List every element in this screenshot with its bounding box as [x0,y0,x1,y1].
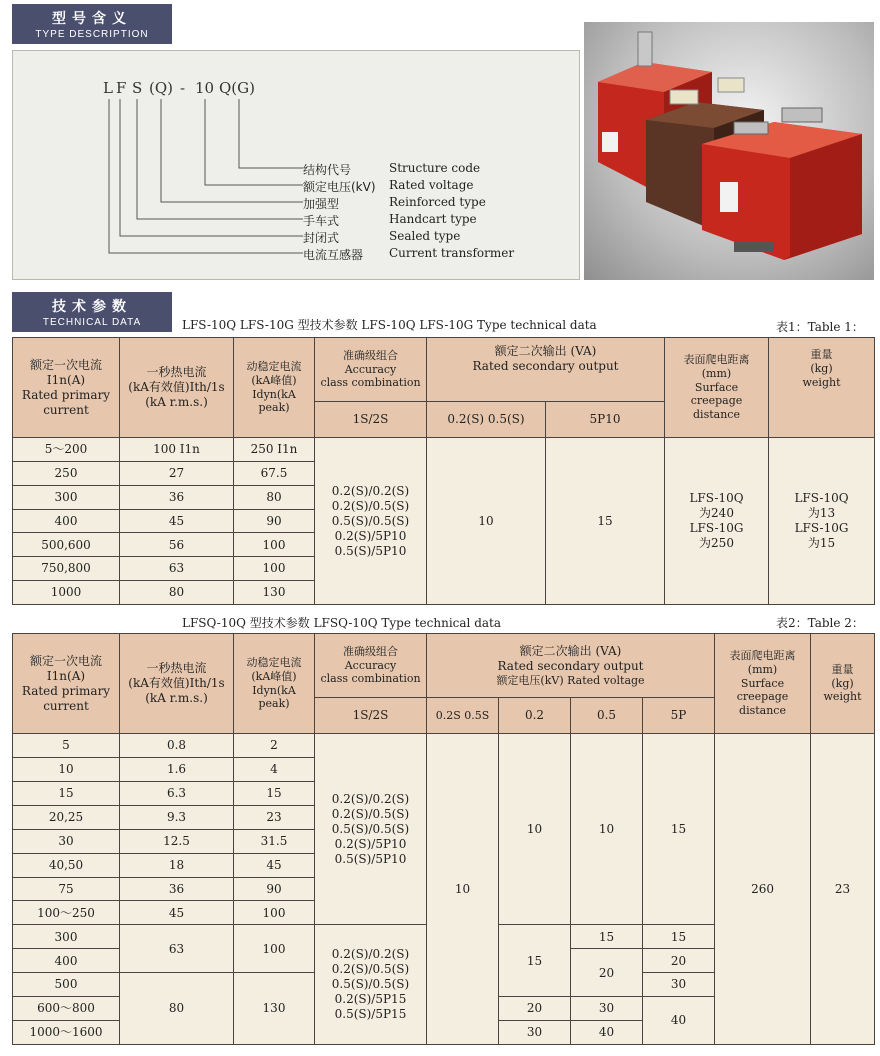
t1-weight-values: LFS-10Q 为13 LFS-10G 为15 [769,438,875,605]
t1-header-accuracy: 准确级组合 Accuracy class combination [315,338,427,402]
t1-header-output-sub2: 5P10 [546,402,665,438]
t2-header-col-5p: 5P [643,698,715,734]
t1-header-thermal: 一秒热电流 (kA有效值)Ith/1s (kA r.m.s.) [120,338,234,438]
table1-caption: LFS-10Q LFS-10G 型技术参数 LFS-10Q LFS-10G Type technical data [182,318,597,332]
table2-caption: LFSQ-10Q 型技术参数 LFSQ-10Q Type technical data [182,616,502,630]
t1-dynamic: 90 [234,509,315,533]
t2-dynamic: 4 [234,757,315,781]
legend-en: Current transformer [389,246,515,260]
technical-data-title-zh: 技术参数 [52,299,132,315]
t1-current: 5～200 [13,438,120,462]
t2-accuracy-a: 0.2(S)/0.2(S) 0.2(S)/0.5(S) 0.5(S)/0.5(S) 0.2(S)/5P10 0.5(S)/5P10 [315,734,427,925]
t2-thermal: 36 [120,877,234,901]
table-row [13,734,875,758]
type-description-header [12,4,172,44]
t2-a-5p: 15 [643,734,715,925]
code-char-f: F [116,79,127,97]
t2-dynamic: 15 [234,781,315,805]
legend-zh: 手车式 [303,214,340,228]
t2-current: 75 [13,877,120,901]
t2-current: 100～250 [13,901,120,925]
t2-b-05: 30 [571,997,643,1021]
t2-thermal: 63 [120,925,234,973]
t2-b-02: 20 [499,997,571,1021]
t1-dynamic: 250 I1n [234,438,315,462]
t2-a-05: 10 [571,734,643,925]
t1-thermal: 45 [120,509,234,533]
t1-header-accuracy-sub: 1S/2S [315,402,427,438]
t2-header-creepage: 表面爬电距离 (mm) Surface creepage distance [715,634,811,734]
t2-header-col-02: 0.2 [499,698,571,734]
t2-header-output: 额定二次输出 (VA) Rated secondary output 额定电压(kV) Rated voltage [427,634,715,698]
table2 [12,633,875,1045]
code-char-q: (Q) [149,79,174,97]
t2-dynamic: 100 [234,901,315,925]
t2-b-05: 20 [571,949,643,997]
t2-thermal: 18 [120,853,234,877]
t2-header-dynamic: 动稳定电流 (kA峰值) Idyn(kA peak) [234,634,315,734]
product-photo [584,22,874,280]
t2-current: 5 [13,734,120,758]
t1-current: 300 [13,485,120,509]
t1-current: 1000 [13,581,120,605]
t1-accuracy-values: 0.2(S)/0.2(S) 0.2(S)/0.5(S) 0.5(S)/0.5(S) 0.2(S)/5P10 0.5(S)/5P10 [315,438,427,605]
t2-header-weight: 重量 (kg) weight [811,634,875,734]
t2-header-current: 额定一次电流 I1n(A) Rated primary current [13,634,120,734]
table2-label: 表2：Table 2： [776,616,864,630]
t1-creepage-values: LFS-10Q 为240 LFS-10G 为250 [665,438,769,605]
t2-dynamic: 31.5 [234,829,315,853]
t2-thermal: 9.3 [120,805,234,829]
legend-zh: 封闭式 [303,231,340,245]
legend-zh: 加强型 [303,197,340,211]
t1-header-output: 额定二次输出 (VA) Rated secondary output [427,338,665,402]
t2-dynamic: 23 [234,805,315,829]
technical-data-header [12,292,172,332]
t1-output-5p10: 15 [546,438,665,605]
code-char-voltage: 10 [195,79,215,97]
t2-thermal: 45 [120,901,234,925]
t1-current: 400 [13,509,120,533]
legend-en: Rated voltage [389,178,474,192]
type-description-title-zh: 型号含义 [52,11,132,27]
legend-en: Handcart type [389,212,477,226]
legend-zh: 结构代号 [303,163,352,177]
t2-current: 400 [13,949,120,973]
t2-a-02: 10 [499,734,571,925]
t1-thermal: 56 [120,533,234,557]
type-code-diagram [12,50,580,280]
t1-header-creepage: 表面爬电距离 (mm) Surface creepage distance [665,338,769,438]
t2-b-02: 15 [499,925,571,997]
t1-header-output-sub1: 0.2(S) 0.5(S) [427,402,546,438]
t2-thermal: 0.8 [120,734,234,758]
t1-dynamic: 130 [234,581,315,605]
t1-dynamic: 67.5 [234,461,315,485]
t2-header-col-02s05s: 0.2S 0.5S [427,698,499,734]
t2-weight: 23 [811,734,875,1045]
t1-output-02-05: 10 [427,438,546,605]
technical-data-title-en: TECHNICAL DATA [42,317,142,328]
table1-label: 表1：Table 1： [776,320,864,334]
t1-current: 250 [13,461,120,485]
code-char-l: L [103,79,113,97]
t2-current: 20,25 [13,805,120,829]
type-description-title-en: TYPE DESCRIPTION [35,29,149,40]
t2-dynamic: 130 [234,973,315,1045]
t2-b-5p: 40 [643,997,715,1045]
t2-current: 30 [13,829,120,853]
t2-col-02s05s: 10 [427,734,499,1045]
t2-b-02: 30 [499,1021,571,1045]
t2-dynamic: 100 [234,925,315,973]
t1-thermal: 27 [120,461,234,485]
t1-dynamic: 80 [234,485,315,509]
t1-current: 500,600 [13,533,120,557]
t1-thermal: 100 I1n [120,438,234,462]
t2-b-05: 40 [571,1021,643,1045]
t2-dynamic: 2 [234,734,315,758]
t2-thermal: 6.3 [120,781,234,805]
t2-header-accuracy: 准确级组合 Accuracy class combination [315,634,427,698]
t1-dynamic: 100 [234,557,315,581]
t1-thermal: 36 [120,485,234,509]
t2-b-5p: 30 [643,973,715,997]
t2-creepage: 260 [715,734,811,1045]
code-char-dash: - [180,79,186,97]
t1-thermal: 63 [120,557,234,581]
t2-current: 300 [13,925,120,949]
t1-current: 750,800 [13,557,120,581]
t2-current: 15 [13,781,120,805]
t2-thermal: 80 [120,973,234,1045]
code-char-s: S [132,79,143,97]
legend-en: Reinforced type [389,195,486,209]
legend-en: Structure code [389,161,481,175]
t2-accuracy-b: 0.2(S)/0.2(S) 0.2(S)/0.5(S) 0.5(S)/0.5(S) 0.2(S)/5P15 0.5(S)/5P15 [315,925,427,1045]
t2-header-col-05: 0.5 [571,698,643,734]
t2-current: 10 [13,757,120,781]
t1-header-weight: 重量 (kg) weight [769,338,875,438]
table1 [12,337,875,605]
t2-current: 500 [13,973,120,997]
t2-thermal: 1.6 [120,757,234,781]
t2-b-5p: 15 [643,925,715,949]
legend-zh: 电流互感器 [303,248,364,262]
t2-dynamic: 45 [234,853,315,877]
code-char-structure: Q(G) [219,79,255,97]
table-row [13,438,875,462]
t2-current: 40,50 [13,853,120,877]
t2-b-5p: 20 [643,949,715,973]
t2-b-05: 15 [571,925,643,949]
t2-header-accuracy-sub: 1S/2S [315,698,427,734]
t2-current: 1000～1600 [13,1021,120,1045]
legend-en: Sealed type [389,229,461,243]
t1-thermal: 80 [120,581,234,605]
t2-dynamic: 90 [234,877,315,901]
t1-dynamic: 100 [234,533,315,557]
t2-current: 600～800 [13,997,120,1021]
t1-header-dynamic: 动稳定电流 (kA峰值) Idyn(kA peak) [234,338,315,438]
t1-header-current: 额定一次电流 I1n(A) Rated primary current [13,338,120,438]
t2-header-thermal: 一秒热电流 (kA有效值)Ith/1s (kA r.m.s.) [120,634,234,734]
legend-zh: 额定电压(kV) [303,180,376,194]
t2-thermal: 12.5 [120,829,234,853]
